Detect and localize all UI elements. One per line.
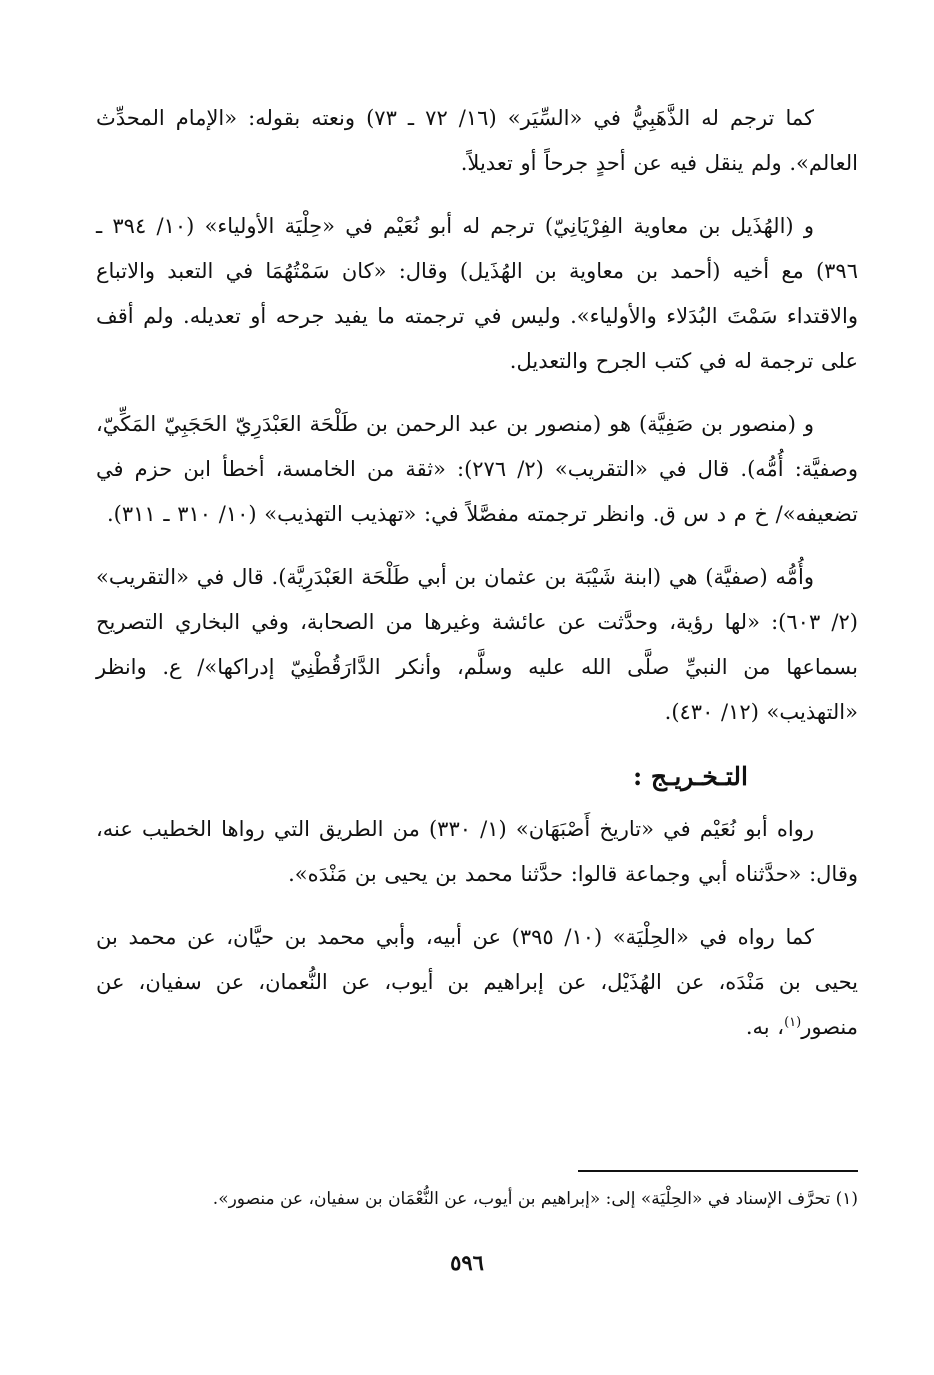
footnote: (١) تحرَّف الإسناد في «الحِلْيَة» إلى: «إبراهيم بن أيوب، عن النُّعْمَان بن سفيان، عن منصور». — [212, 1189, 858, 1209]
paragraph-takhrij-hilya-tail: ، به. — [745, 1015, 785, 1039]
paragraph-dhahabi: كما ترجم له الذَّهَبِيُّ في «السِّيَر» (١٦/ ٧٢ ـ ٧٣) ونعته بقوله: «الإمام المحدِّث العالم». ولم ينقل فيه عن أحدٍ جرحاً أو تعديلاً. — [96, 106, 858, 175]
footnote-reference: (١) — [784, 1015, 802, 1030]
paragraph-safiyya: وأُمُّه (صفيَّة) هي (ابنة شَيْبَة بن عثمان بن أبي طَلْحَة العَبْدَرِيَّة). قال في «التقريب» (٢/ ٦٠٣): «لها رؤية، وحدَّثت عن عائشة وغيرها من الصحابة، وفي البخاري التصريح بسماعها من النبيِّ صلَّى الله عليه وسلَّم، وأنكر الدَّارَقُطْنِيّ إدراكها»/ ع. وانظر «التهذيب» (١٢/ ٤٣٠). — [96, 565, 858, 724]
paragraph-takhrij-hilya-text: كما رواه في «الحِلْيَة» (١٠/ ٣٩٥) عن أبيه، وأبي محمد بن حيَّان، عن محمد بن يحيى بن مَنْدَه، عن الهُذَيْل، عن إبراهيم بن أيوب، عن النُّعمان، عن سفيان، عن منصور — [96, 925, 858, 1039]
section-heading-takhrij: التـخـريـج : — [632, 762, 748, 791]
paragraph-mansur: و (منصور بن صَفِيَّة) هو (منصور بن عبد الرحمن بن طَلْحَة العَبْدَرِيّ الحَجَبِيّ المَكِّيّ، وصفيَّة: أُمُّه). قال في «التقريب» (٢/ ٢٧٦): «ثقة من الخامسة، أخطأ ابن حزم في تضعيفه»/ خ م د س ق. وانظر ترجمته مفصَّلاً في: «تهذيب التهذيب» (١٠/ ٣١٠ ـ ٣١١). — [96, 412, 858, 526]
paragraph-takhrij-hilya — [96, 915, 858, 1050]
paragraph-takhrij-isbahan: رواه أبو نُعَيْم في «تاريخ أَصْبَهَان» (١/ ٣٣٠) من الطريق التي رواها الخطيب عنه، وقال: «حدَّثناه أبي وجماعة قالوا: حدَّثنا محمد بن يحيى بن مَنْدَه». — [96, 817, 858, 886]
page-number: ٥٩٦ — [450, 1250, 484, 1275]
paragraph-hudhayl: و (الهُذَيل بن معاوية الفِرْيَانِيّ) ترجم له أبو نُعَيْم في «حِلْيَة الأولياء» (١٠/ ٣٩٤ ـ ٣٩٦) مع أخيه (أحمد بن معاوية بن الهُذَيل) وقال: «كان سَمْتُهُمَا في التعبد والاتباع والاقتداء سَمْتَ البُدَلاء والأولياء». وليس في ترجمته ما يفيد جرحه أو تعديله. ولم أقف على ترجمة له في كتب الجرح والتعديل. — [96, 214, 858, 373]
main-text — [96, 96, 858, 1068]
footnote-divider — [578, 1170, 858, 1172]
